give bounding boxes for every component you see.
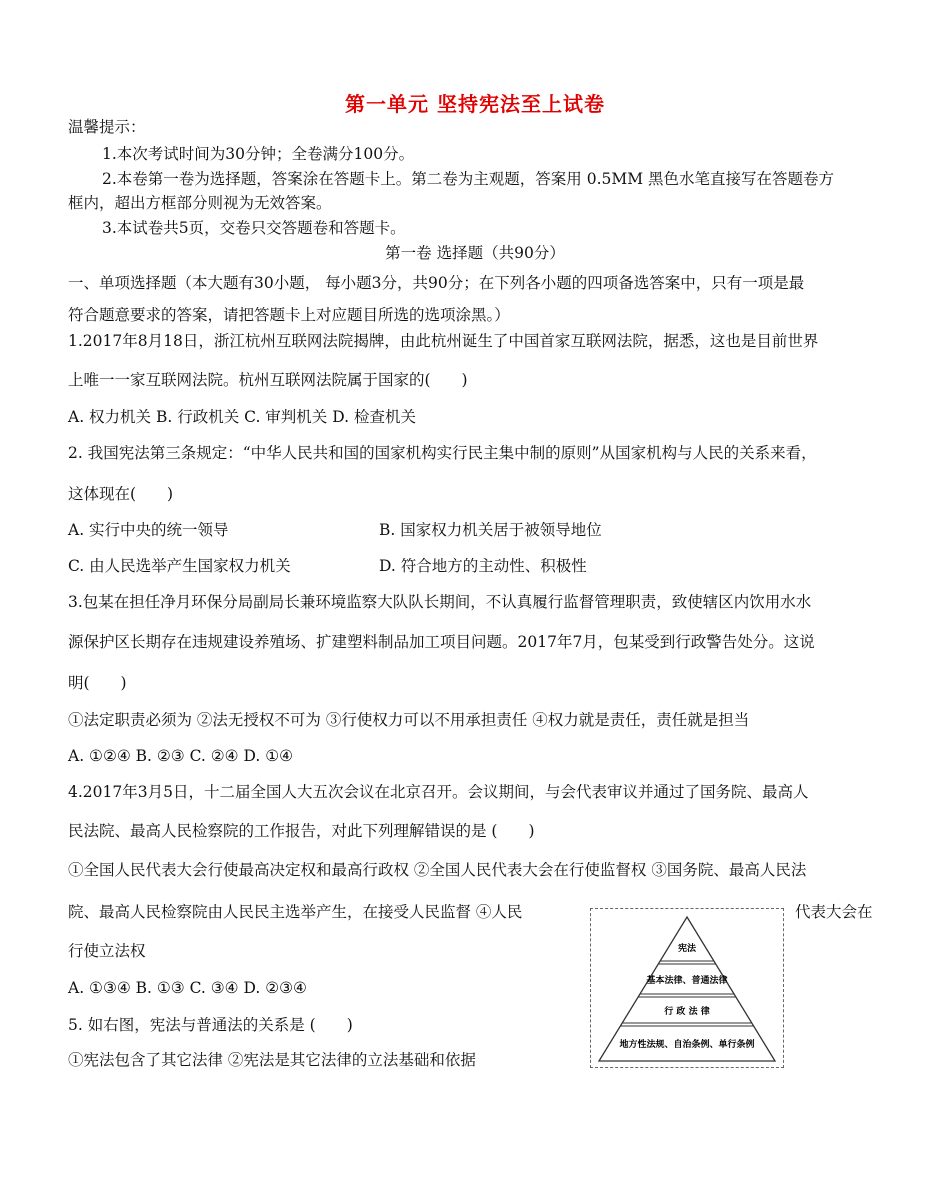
question-2-option-d: D. 符合地方的主动性、积极性 [379,557,587,575]
pyramid-level-label: 基本法律、普通法律 [646,976,728,986]
question-3-stem: 源保护区长期存在违规建设养殖场、扩建塑料制品加工项目问题。2017年7月，包某受到行政警告处分。这说 [68,633,815,651]
question-2-stem: 这体现在( ) [68,485,174,503]
question-4-stem: ①全国人民代表大会行使最高决定权和最高行政权 ②全国人民代表大会在行使监督权 ③国务院、最高人民法 [68,861,807,879]
pyramid-level-label: 宪法 [677,944,697,954]
tips-heading: 温馨提示： [68,118,146,136]
instructions-line: 一、单项选择题（本大题有30小题， 每小题3分，共90分；在下列各小题的四项备选答案中，只有一项是最 [68,274,805,292]
question-4-stem: 民法院、最高人民检察院的工作报告，对此下列理解错误的是 ( ) [68,822,535,840]
question-4-stem: 代表大会在 [795,903,873,921]
question-5-stem: 5. 如右图，宪法与普通法的关系是 ( ) [68,1016,353,1034]
question-2-option-a: A. 实行中央的统一领导 [68,521,229,539]
question-4-stem: 4.2017年3月5日，十二届全国人大五次会议在北京召开。会议期间，与会代表审议并通过了国务院、最高人 [68,783,809,801]
question-2-stem: 2. 我国宪法第三条规定：“中华人民共和国的国家机构实行民主集中制的原则”从国家机构与人民的关系来看， [68,444,817,462]
question-3-options: A. ①②④ B. ②③ C. ②④ D. ①④ [68,747,294,765]
question-4-stem: 行使立法权 [68,942,146,960]
exam-title: 第一单元 坚持宪法至上试卷 [345,92,605,116]
tip-line: 2.本卷第一卷为选择题，答案涂在答题卡上。第二卷为主观题，答案用 0.5MM 黑色水笔直接写在答题卷方 [102,170,835,188]
question-4-options: A. ①③④ B. ①③ C. ③④ D. ②③④ [68,979,307,997]
tip-line: 3.本试卷共5页，交卷只交答题卷和答题卡。 [102,219,406,237]
question-2-option-c: C. 由人民选举产生国家权力机关 [68,557,291,575]
tip-line: 1.本次考试时间为30分钟；全卷满分100分。 [102,145,415,163]
law-hierarchy-figure [590,908,784,1068]
question-3-stem: 明( ) [68,674,127,692]
question-1-stem: 1.2017年8月18日，浙江杭州互联网法院揭牌，由此杭州诞生了中国首家互联网法院，据悉，这也是目前世界 [68,332,819,350]
tip-line: 框内，超出方框部分则视为无效答案。 [68,194,332,212]
question-4-stem: 院、最高人民检察院由人民民主选举产生，在接受人民监督 ④人民 [68,903,523,921]
question-3-stem: 3.包某在担任净月环保分局副局长兼环境监察大队队长期间，不认真履行监督管理职责，致使辖区内饮用水水 [68,593,812,611]
question-2-option-b: B. 国家权力机关居于被领导地位 [379,521,602,539]
section-title: 第一卷 选择题（共90分） [385,244,565,262]
question-5-statements: ①宪法包含了其它法律 ②宪法是其它法律的立法基础和依据 [68,1051,476,1069]
pyramid-level-label: 地方性法规、自治条例、单行条例 [619,1040,755,1050]
law-pyramid [591,909,783,1067]
question-1-options: A. 权力机关 B. 行政机关 C. 审判机关 D. 检查机关 [68,408,416,426]
question-1-stem: 上唯一一家互联网法院。杭州互联网法院属于国家的( ) [68,371,468,389]
instructions-line: 符合题意要求的答案，请把答题卡上对应题目所选的选项涂黑。） [68,306,510,324]
pyramid-level-label: 行 政 法 律 [664,1007,710,1017]
question-3-statements: ①法定职责必须为 ②法无授权不可为 ③行使权力可以不用承担责任 ④权力就是责任，责任就是担当 [68,711,750,729]
